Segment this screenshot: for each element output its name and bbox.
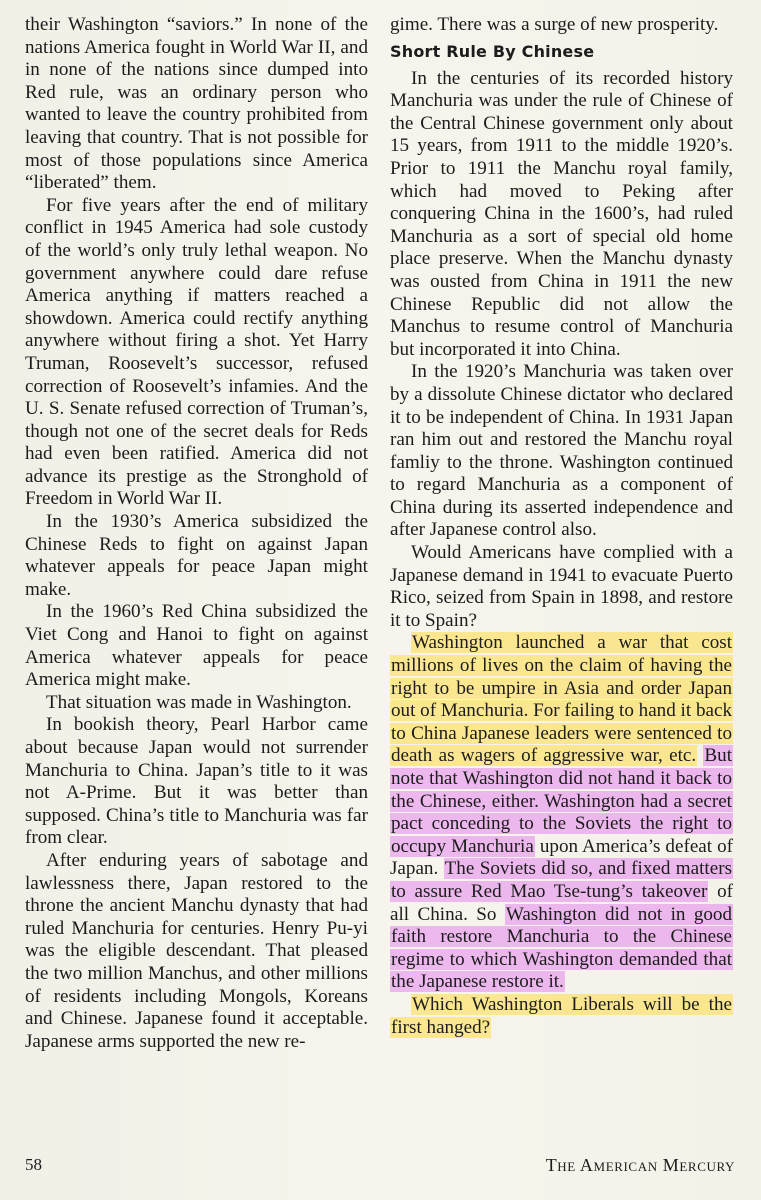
highlighted-paragraph <box>390 632 733 994</box>
paragraph: For five years after the end of military conflict in 1945 America had sole custody of the world’s only truly lethal weapon. No government anywhere could dare refuse America anything if matters reached a showdown. America could rectify anything anywhere without firing a shot. Yet Harry Truman, Roosevelt’s successor, refused correction of Roosevelt’s infamies. And the U. S. Senate refused correction of Truman’s, though not one of the secret deals for Reds had even been ratified. America did not advance its prestige as the Stronghold of Freedom in World War II. <box>25 194 368 510</box>
paragraph: their Washington “saviors.” In none of the nations America fought in World War II, and in none of the nations since dumped into Red rule, was an ordinary person who wanted to leave the country prohibited from leaving that country. That is not possible for most of those populations since America “liberated” them. <box>25 14 368 194</box>
section-heading: Short Rule By Chinese <box>390 41 595 61</box>
left-column <box>25 14 368 1053</box>
paragraph: In the 1930’s America subsidized the Chinese Reds to fight on against Japan whatever appeals for peace Japan might make. <box>25 511 368 600</box>
page-number: 58 <box>25 1155 42 1174</box>
paragraph: In the 1960’s Red China subsidized the Viet Cong and Hanoi to fight on against America whatever appeals for peace America might make. <box>25 601 368 691</box>
pink-highlight: Washington did not in good faith restore Manchuria to the Chinese regime to which Washington demanded that the Japanese restore it. <box>391 903 733 993</box>
magazine-title: The American Mercury <box>545 1155 735 1175</box>
paragraph: After enduring years of sabotage and lawlessness there, Japan restored to the throne the ancient Manchu dynasty that had ruled Manchuria for centuries. Henry Pu-yi was the eligible descendant. That pleased the two million Manchus, and other millions of residents including Mongols, Koreans and Chinese. Japanese found it acceptable. Japanese arms supported the new re- <box>25 849 368 1052</box>
paragraph: gime. There was a surge of new prosperity. <box>390 14 719 35</box>
pink-highlight: But note that Washington did not hand it back to the Chinese, either. Washington had a secret pact conceding to the Soviets the right to occupy Manchuria <box>391 745 732 857</box>
plain-text: of all China. So <box>390 880 733 925</box>
paragraph: That situation was made in Washington. <box>46 691 352 713</box>
paragraph: In the 1920’s Manchuria was taken over by a dissolute Chinese dictator who declared it to be independent of China. In 1931 Japan ran him out and restored the Manchu royal famliy to the throne. Washington continued to regard Manchuria as a component of China during its asserted independence and after Japanese control also. <box>390 361 733 541</box>
highlighted-paragraph <box>390 994 733 1039</box>
paragraph: In bookish theory, Pearl Harbor came about because Japan would not surrender Manchuria to China. Japan’s title to it was not A-Prime. But it was better than supposed. China’s title to Manchuria was far from clear. <box>25 714 368 849</box>
page-footer <box>25 1155 735 1179</box>
right-column <box>390 14 733 1039</box>
paragraph: In the centuries of its recorded history Manchuria was under the rule of Chinese of the Central Chinese government only about 15 years, from 1911 to the middle 1920’s. Prior to 1911 the Manchu royal family, which had moved to Peking after conquering China in the 1600’s, had ruled Manchuria as a sort of special old home place preserve. When the Manchu dynasty was ousted from China in 1911 the new Chinese Republic did not allow the Manchus to resume control of Manchuria but incorporated it into China. <box>390 67 733 360</box>
yellow-highlight: Which Washington Liberals will be the first hanged? <box>391 993 732 1038</box>
paragraph: Would Americans have complied with a Japanese demand in 1941 to evacuate Puerto Rico, seized from Spain in 1898, and restore it to Spain? <box>390 542 733 631</box>
yellow-highlight: Washington launched a war that cost millions of lives on the claim of having the right to be umpire in Asia and order Japan out of Manchuria. For failing to hand it back to China Japanese leaders were sentenced to death as wagers of aggressive war, etc. <box>391 632 732 767</box>
pink-highlight: The Soviets did so, and fixed matters to assure Red Mao Tse-tung’s takeover <box>391 858 732 902</box>
plain-text: upon America’s defeat of Japan. <box>390 835 733 880</box>
